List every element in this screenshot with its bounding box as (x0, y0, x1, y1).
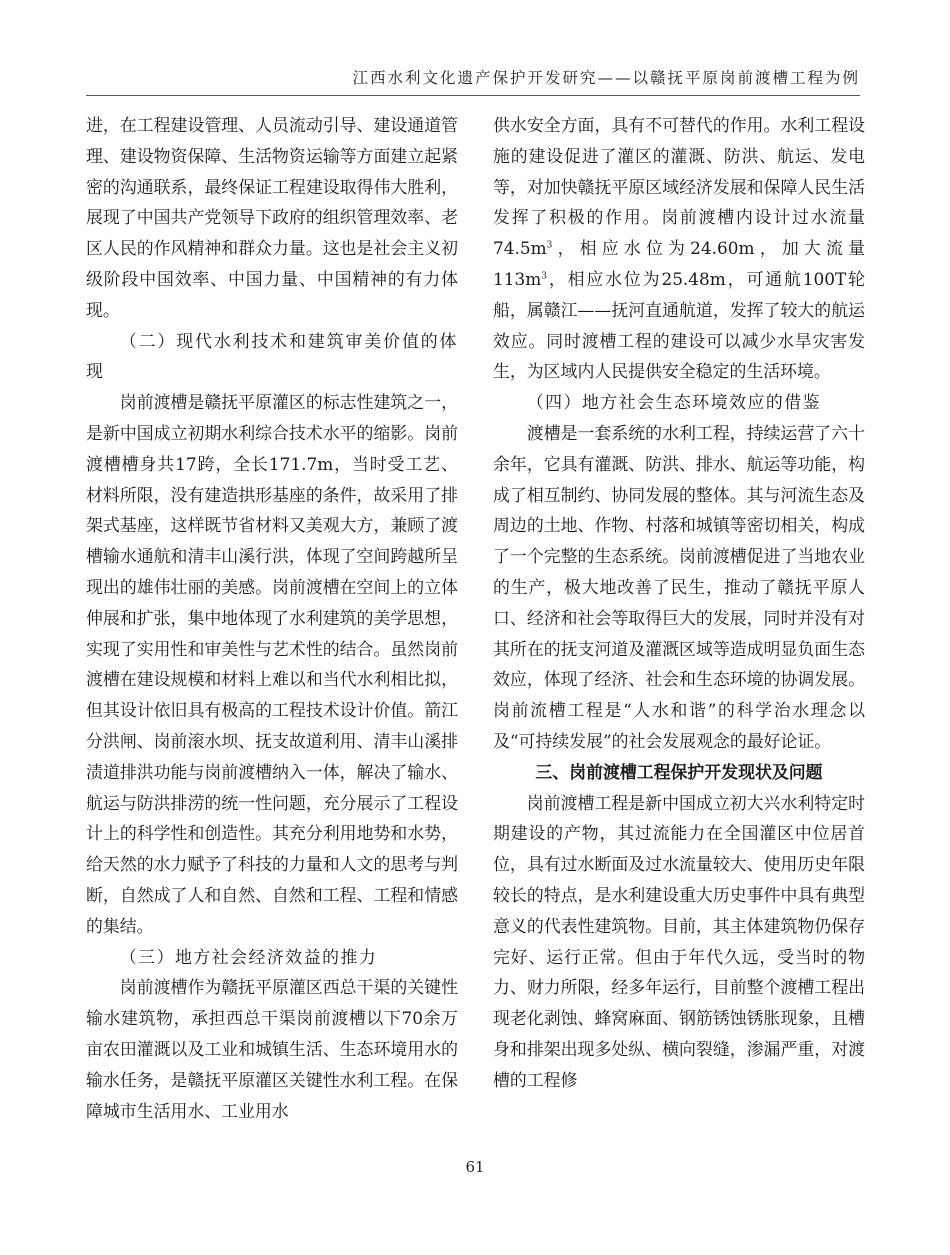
subheading-4: （四）地方社会生态环境效应的借鉴 (526, 392, 822, 413)
left-column (86, 110, 458, 1126)
paragraph-economic: 岗前渡槽作为赣抚平原灌区西总干渠的关键性输水建筑物，承担西总干渠岗前渡槽以下70余万亩农田灌溉以及工业和城镇生活、生态环境用水的输水任务，是赣抚平原灌区关键性水利工程。在保障城市生活用水、工业用水 (86, 977, 458, 1121)
running-header: 江西水利文化遗产保护开发研究——以赣抚平原岗前渡槽工程为例 (352, 69, 860, 87)
right-column (493, 110, 865, 1096)
text-run: 供水安全方面，具有不可替代的作用。水利工程设施的建设促进了灌区的灌溉、防洪、航运、发电等，对加快赣抚平原区域经济发展和保障人民生活发挥了积极的作用。岗前渡槽内设计过水流量74.5m (493, 115, 865, 259)
section-heading-3: 三、岗前渡槽工程保护开发现状及问题 (535, 761, 823, 782)
paragraph-ecology: 渡槽是一套系统的水利工程，持续运营了六十余年，它具有灌溉、防洪、排水、航运等功能，构成了相互制约、协同发展的整体。其与河流生态及周边的土地、作物、村落和城镇等密切相关，构成了一个完整的生态系统。岗前渡槽促进了当地农业的生产，极大地改善了民生，推动了赣抚平原人口、经济和社会等取得巨大的发展，同时并没有对其所在的抚支河道及灌溉区域等造成明显负面生态效应，体现了经济、社会和生态环境的协调发展。岗前流槽工程是“人水和谐”的科学治水理念以及“可持续发展”的社会发展观念的最好论证。 (493, 422, 865, 751)
subheading-2: （二）现代水利技术和建筑审美价值的体现 (86, 330, 458, 382)
superscript: 3 (546, 240, 553, 251)
paragraph-continuation: 进，在工程建设管理、人员流动引导、建设通道管理、建设物资保障、生活物资运输等方面建立起紧密的沟通联系，最终保证工程建设取得伟大胜利，展现了中国共产党领导下政府的组织管理效率、老区人民的作风精神和群众力量。这也是社会主义初级阶段中国效率、中国力量、中国精神的有力体现。 (86, 115, 458, 320)
paragraph-status: 岗前渡槽工程是新中国成立初大兴水利特定时期建设的产物，其过流能力在全国灌区中位居首位，具有过水断面及过水流量较大、使用历史年限较长的特点，是水利建设重大历史事件中具有典型意义的代表性建筑物。目前，其主体建筑物仍保存完好、运行正常。但由于年代久远，受当时的物力、财力所限，经多年运行，目前整个渡槽工程出现老化剥蚀、蜂窝麻面、钢筋锈蚀锈胀现象，且槽身和排架出现多处纵、横向裂缝，渗漏严重，对渡槽的工程修 (493, 792, 865, 1090)
superscript: 3 (541, 271, 547, 282)
header-rule (86, 95, 860, 96)
paragraph-water-supply (493, 110, 865, 387)
subheading-3: （三）地方社会经济效益的推力 (119, 946, 378, 967)
text-run: ，相应水位为24.60m，加大流量113m (493, 238, 865, 289)
paragraph-aqueduct-tech: 岗前渡槽是赣抚平原灌区的标志性建筑之一，是新中国成立初期水利综合技术水平的缩影。岗前渡槽槽身共17跨，全长171.7m，当时受工艺、材料所限，没有建造拱形基座的条件，故采用了排架式基座，这样既节省材料又美观大方，兼顾了渡槽输水通航和清丰山溪行洪，体现了空间跨越所呈现出的雄伟壮丽的美感。岗前渡槽在空间上的立体伸展和扩张，集中地体现了水利建筑的美学思想，实现了实用性和审美性与艺术性的结合。虽然岗前渡槽在建设规模和材料上难以和当代水利相比拟，但其设计依旧具有极高的工程技术设计价值。箭江分洪闸、岗前滚水坝、抚支故道利用、清丰山溪排渍道排洪功能与岗前渡槽纳入一体，解决了输水、航运与防洪排涝的统一性问题，充分展示了工程设计上的科学性和创造性。其充分利用地势和水势，给天然的水力赋予了科技的力量和人文的思考与判断，自然成了人和自然、自然和工程、工程和情感的集结。 (86, 392, 458, 936)
page-number: 61 (465, 1158, 485, 1176)
text-run: ，相应水位为25.48m，可通航100T轮船，属赣江——抚河直通航道，发挥了较大的航运效应。同时渡槽工程的建设可以减少水旱灾害发生，为区域内人民提供安全稳定的生活环境。 (493, 268, 865, 382)
